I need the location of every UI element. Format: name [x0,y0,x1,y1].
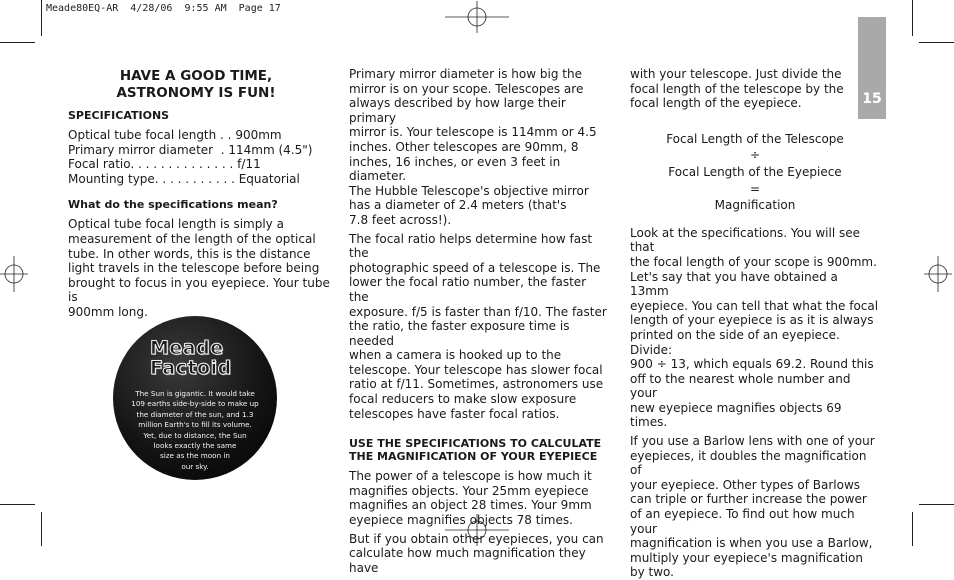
body-line: focal length of the eyepiece. [630,96,802,111]
registration-mark-top [445,1,509,33]
body-line: lower the focal ratio number, the faster the [349,275,587,304]
registration-mark-right [924,256,952,292]
specs-heading: SPECIFICATIONS [68,109,170,122]
body-line: brought to focus in you eyepiece. Your tube is [68,275,330,305]
body-line: when a camera is hooked up to the [349,348,562,363]
meade-factoid-badge [113,316,277,480]
body-line: inches, 16 inches, or even 3 feet in diameter. [349,154,561,184]
column-left [68,68,330,320]
body-line: new eyepiece magnifies objects 69 times. [630,400,842,430]
body-line: of an eyepiece. To find out how much your [630,507,855,536]
body-line: can triple or further increase the power [630,492,867,507]
body-line: with your telescope. Just divide the [630,67,842,81]
formula-divide-sign: ÷ [749,148,761,163]
body-line: off to the nearest whole number and your [630,371,851,401]
body-line: telescopes have faster focal ratios. [349,406,560,421]
formula-equals-sign: = [749,181,761,196]
body-line: photographic speed of a telescope is. The [349,260,601,275]
factoid-line: size as the moon in [160,451,230,461]
body-line: focal reducers to make slow exposure [349,392,577,407]
column-middle [349,67,607,575]
body-line: the ratio, the faster exposure time is needed [349,319,570,348]
body-line: Look at the specifications. You will see that [630,225,861,255]
crop-mark [41,0,42,36]
body-line: telescope. Your telescope has slower focal [349,362,603,377]
body-line: length of your eyepiece is as it is always [630,313,874,328]
factoid-line: million Earth's to fill its volume. [138,420,252,430]
factoid-line: Yet, due to distance, the Sun [143,430,247,440]
body-line: calculate how much magnification they have [349,546,586,575]
body-line: multiply your eyepiece's magnification [630,550,863,565]
body-line: 7.8 feet across!). [349,212,452,227]
body-line: If you use a Barlow lens with one of your [630,434,875,449]
crop-mark [0,42,35,43]
body-line: tube. In other words, this is the distance [68,246,311,261]
print-slug: Meade80EQ-AR 4/28/06 9:55 AM Page 17 [46,3,281,14]
crop-mark [912,512,913,546]
factoid-circle [113,316,277,480]
body-line: eyepieces, it doubles the magnification of [630,448,867,478]
body-line: magnifies an object 28 times. Your 9mm [349,498,592,513]
magnification-heading-line-1: USE THE SPECIFICATIONS TO CALCULATE [349,437,602,451]
body-line: exposure. f/5 is faster than f/10. The faster [349,304,607,319]
page-title-line-1: HAVE A GOOD TIME, [119,68,273,84]
factoid-line: looks exactly the same [153,441,237,451]
spec-focal-ratio: Focal ratio. . . . . . . . . . . . . . f/11 [68,157,261,172]
spec-focal-length: Optical tube focal length . . 900mm [68,128,282,142]
factoid-text [125,389,265,472]
body-line: light travels in the telescope before being [68,261,320,276]
body-line: 900 ÷ 13, which equals 69.2. Round this [630,357,874,372]
body-line: Let's say that you have obtained a 13mm [630,269,838,299]
factoid-line: our sky. [181,461,209,471]
body-line: has a diameter of 2.4 meters (that's [349,198,567,213]
crop-mark [919,504,954,505]
body-line: magnification is when you use a Barlow, [630,536,873,551]
factoid-line: The Sun is gigantic. It would take [135,389,255,398]
body-line: 900mm long. [68,304,148,319]
factoid-line: 109 earths side-by-side to make up [131,399,259,409]
factoid-title-line-2: Factoid [150,357,232,379]
crop-mark [0,504,35,505]
spec-mirror-diameter: Primary mirror diameter . 114mm (4.5") [68,142,313,157]
spec-mounting-type: Mounting type. . . . . . . . . . . Equatorial [68,171,300,186]
magnification-heading-line-2: THE MAGNIFICATION OF YOUR EYEPIECE [349,450,598,464]
body-line: Primary mirror diameter is how big the [349,67,582,81]
column-right [630,67,880,580]
body-line: mirror is. Your telescope is 114mm or 4.5 [349,125,597,140]
crop-mark [912,0,913,36]
factoid-line: the diameter of the sun, and 1.3 [136,409,254,419]
body-line: But if you obtain other eyepieces, you can [349,531,604,546]
body-line: by two. [630,565,674,580]
body-line: The Hubble Telescope's objective mirror [349,183,589,198]
body-line: magnifies objects. Your 25mm eyepiece [349,483,589,498]
body-line: the focal length of your scope is 900mm. [630,254,877,269]
magnification-formula [630,131,880,214]
registration-mark-left [0,256,28,292]
body-line: printed on the side of an eyepiece. Divide: [630,327,840,357]
body-line: The focal ratio helps determine how fast the [349,231,593,261]
body-line: ratio at f/11. Sometimes, astronomers use [349,377,604,392]
body-line: mirror is on your scope. Telescopes are [349,81,584,96]
body-line: eyepiece. You can tell that what the focal [630,298,879,313]
formula-denominator: Focal Length of the Eyepiece [668,164,842,179]
formula-result: Magnification [714,198,796,213]
body-line: inches. Other telescopes are 90mm, 8 [349,139,579,154]
body-line: eyepiece magnifies objects 78 times. [349,513,573,528]
factoid-title-line-1: Meade [150,337,224,359]
page-title-line-2: ASTRONOMY IS FUN! [116,84,276,101]
meaning-heading: What do the specifications mean? [68,198,278,212]
formula-numerator: Focal Length of the Telescope [666,131,844,146]
page-number: 15 [862,91,882,107]
body-line: measurement of the length of the optical [68,231,316,246]
crop-mark [919,42,954,43]
crop-mark [41,512,42,546]
body-line: focal length of the telescope by the [630,81,844,96]
body-line: Optical tube focal length is simply a [68,217,284,232]
body-line: always described by how large their primary [349,96,566,125]
body-line: The power of a telescope is how much it [349,469,592,484]
body-line: your eyepiece. Other types of Barlows [630,477,861,492]
